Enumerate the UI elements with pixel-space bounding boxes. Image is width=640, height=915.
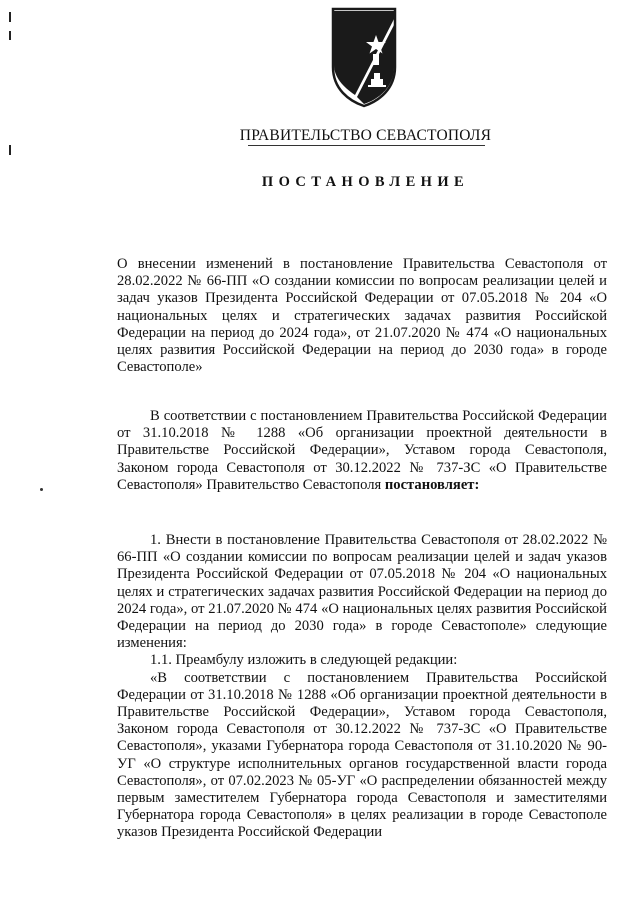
preamble-keyword: постановляет: bbox=[384, 476, 480, 493]
document-title: О внесении изменений в постановление Правительства Севастополя от 28.02.2022 № 66-ПП «О создании комиссии по вопросам реализации целей и задач указов Президента Российской Федерации от 07.05.2018 № 204 «О национальных целях и стратегических задачах развития Российской Федерации на период до 2024 года», от 21.07.2020 № 474 «О национальных целях развития Российской Федерации на период до 2030 года» в городе Севастополе» bbox=[117, 256, 607, 376]
item-1-1-quoted-text: «В соответствии с постановлением Правительства Российской Федерации от 31.10.2018 № 1288 «Об организации проектной деятельности в Правительстве Российской Федерации», Уставом города Севастополя, Законом города Севастополя от 30.12.2022 № 737-ЗС «О Правительстве Севастополя», указами Губернатора города Севастополя от 31.10.2020 № 90-УГ «О структуре исполнительных органов государственной власти города Севастополя», от 07.02.2023 № 05-УГ «О распределении обязанностей между первым заместителем Губернатора города Севастополя и заместителями Губернатора города Севастополя» в целях реализации в городе Севастополе указов Президента Российской Федерации bbox=[117, 669, 607, 841]
scan-mark bbox=[9, 12, 11, 22]
item-1-paragraph: 1. Внести в постановление Правительства Севастополя от 28.02.2022 № 66-ПП «О создании комиссии по вопросам реализации целей и задач указов Президента Российской Федерации от 07.05.2018 № 204 «О национальных целях и стратегических задачах развития Российской Федерации на период до 2024 года», от 21.07.2020 № 474 «О национальных целях развития Российской Федерации на период до 2030 года» в городе Севастополе» следующие изменения: bbox=[117, 532, 607, 652]
scan-mark bbox=[9, 31, 11, 40]
scan-speck bbox=[40, 488, 43, 491]
document-type-heading: ПОСТАНОВЛЕНИЕ bbox=[261, 174, 470, 190]
preamble-text: В соответствии с постановлением Правительства Российской Федерации от 31.10.2018 № 1288 «Об организации проектной деятельности в Правительстве Российской Федерации», Уставом города Севастополя, Законом города Севастополя от 30.12.2022 № 737-ЗС «О Правительстве Севастополя» Правительство Севастополя bbox=[117, 408, 607, 493]
item-1-1-paragraph: 1.1. Преамбулу изложить в следующей редакции: bbox=[150, 652, 458, 669]
government-name-underline bbox=[248, 145, 485, 146]
sevastopol-coat-of-arms-icon bbox=[327, 5, 401, 109]
government-name: ПРАВИТЕЛЬСТВО СЕВАСТОПОЛЯ bbox=[239, 127, 492, 144]
preamble-paragraph bbox=[117, 408, 607, 494]
scan-mark bbox=[9, 145, 11, 155]
document-body bbox=[117, 532, 607, 842]
